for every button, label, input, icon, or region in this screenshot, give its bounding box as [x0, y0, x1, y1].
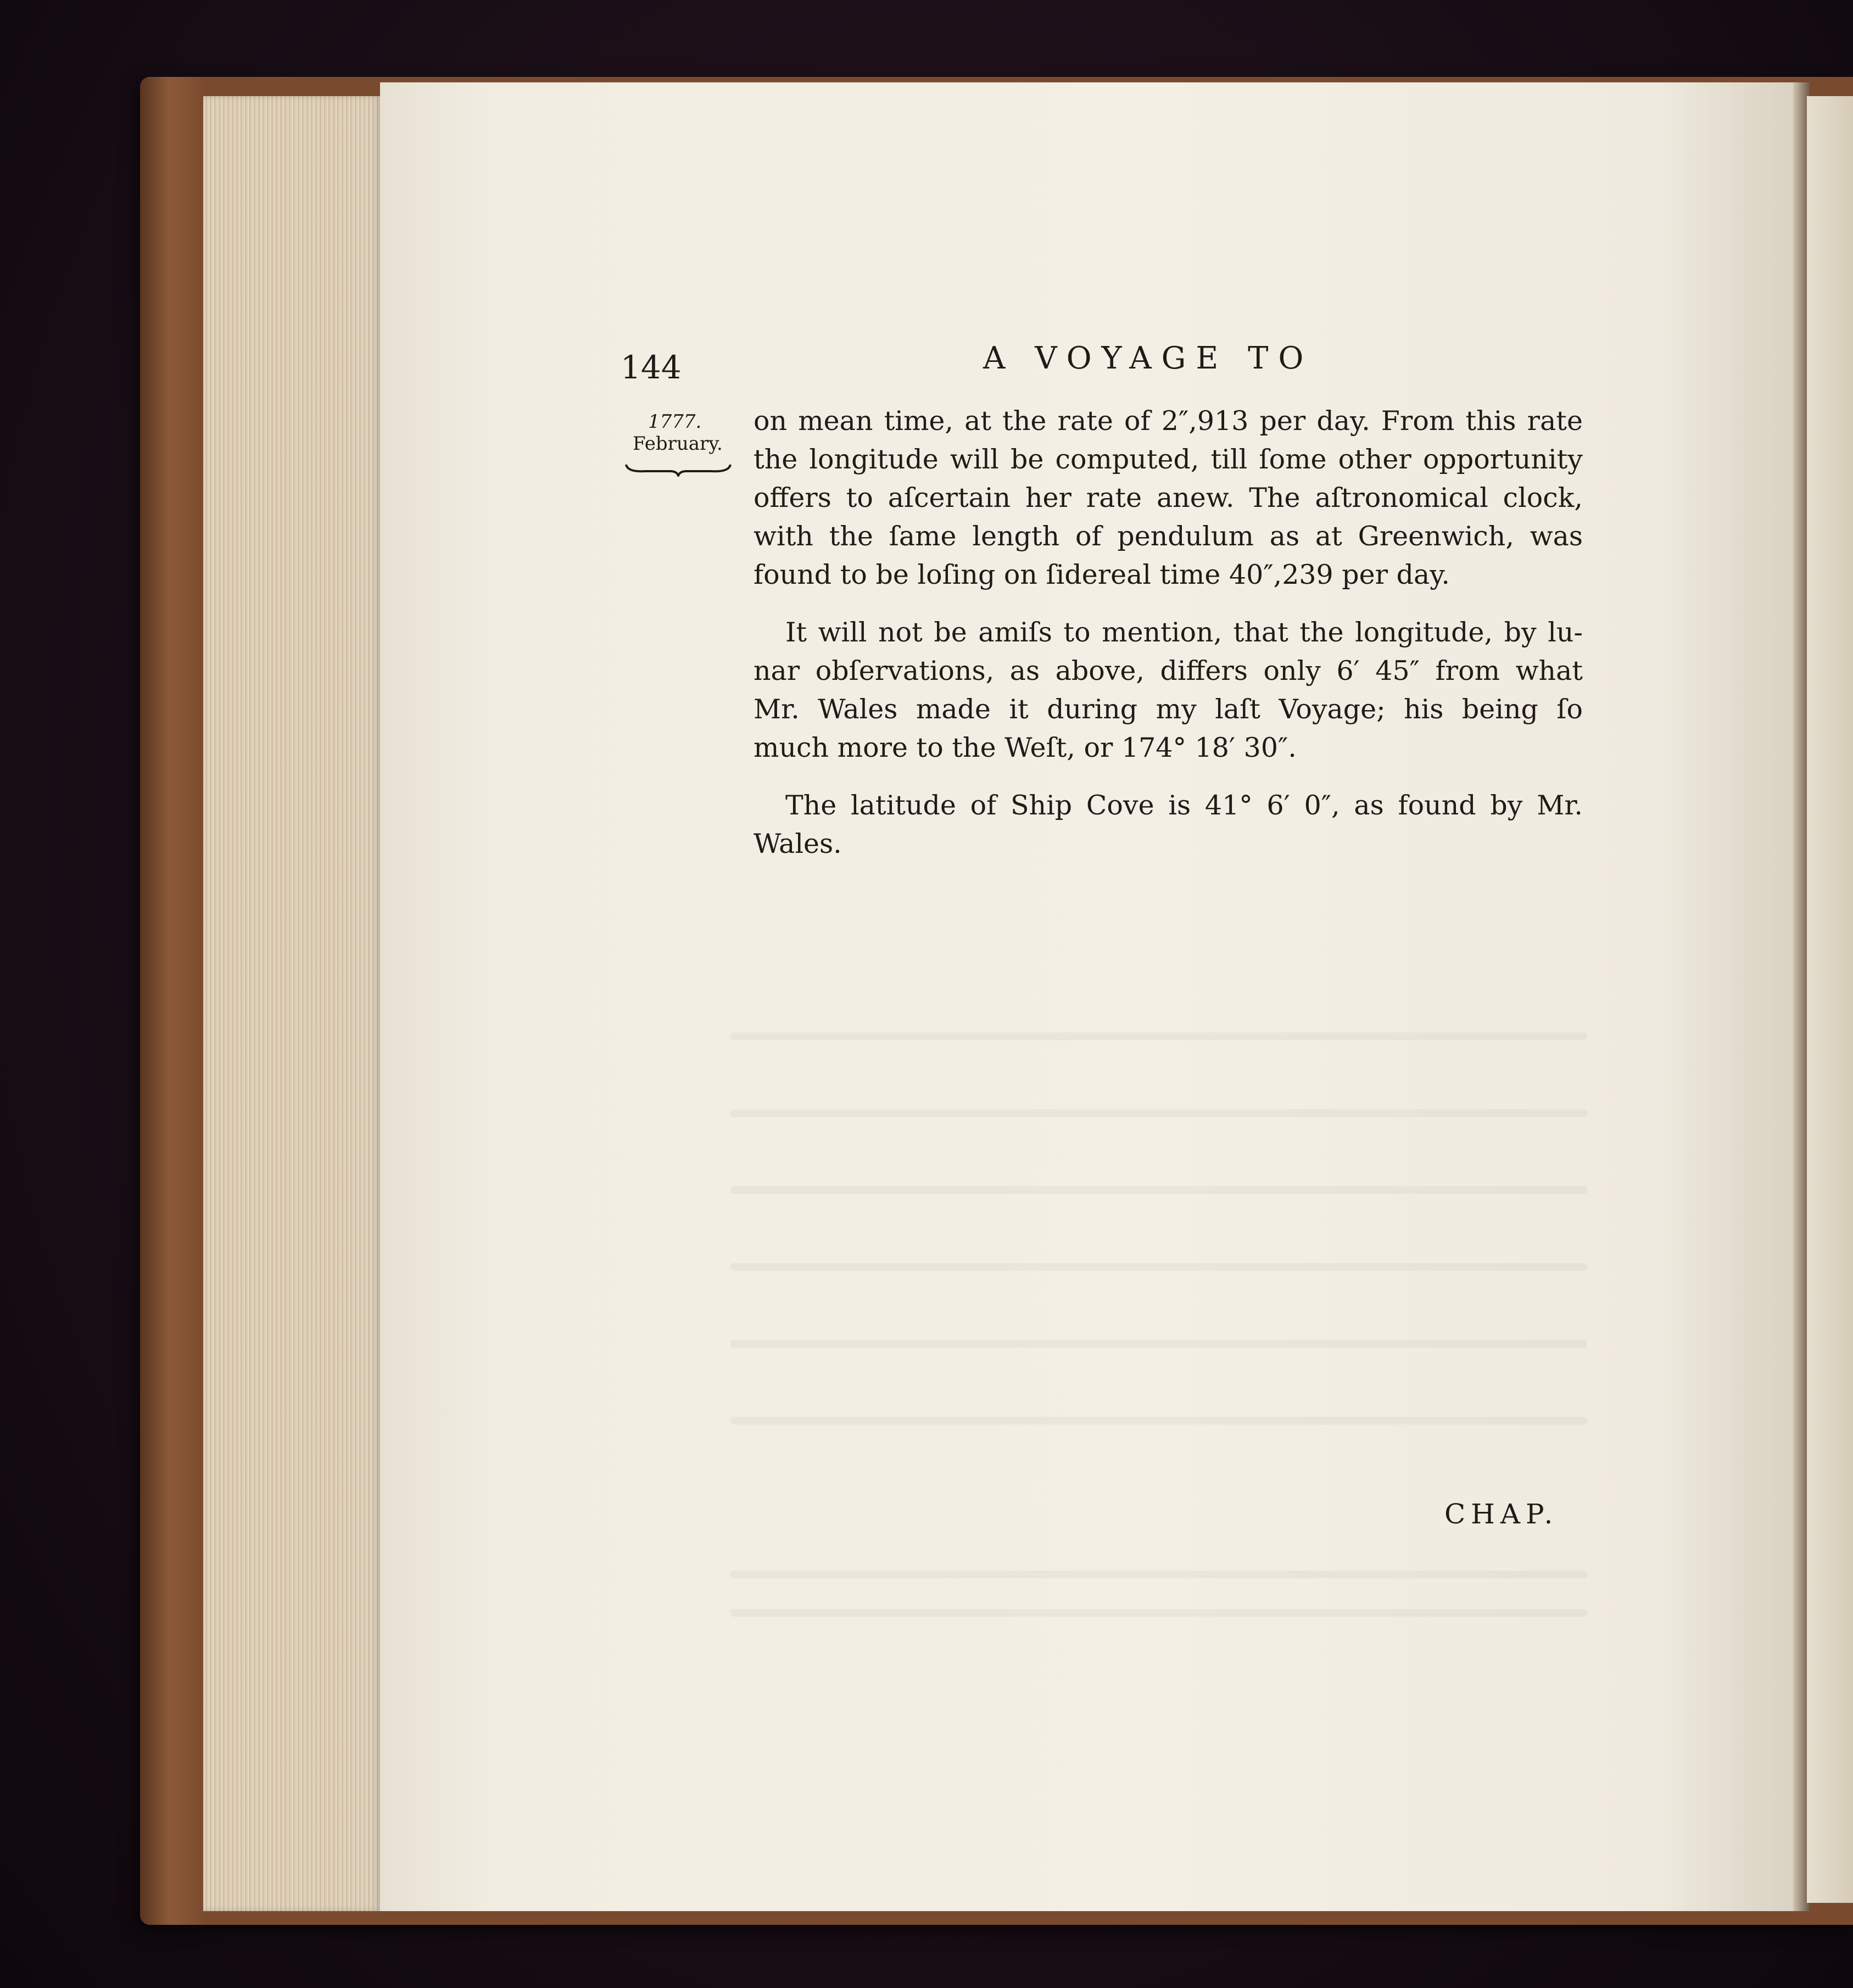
- margin-brace-ornament: [623, 460, 733, 477]
- catchword: CHAP.: [1444, 1498, 1559, 1530]
- page-block-edges: [203, 96, 382, 1911]
- show-through-shadow: [730, 1571, 1587, 1578]
- leather-cover-edge: [140, 77, 206, 1925]
- show-through-shadow: [730, 1263, 1587, 1271]
- show-through-shadow: [730, 1609, 1587, 1617]
- body-text-line: found to be loſing on ſidereal time 40″,239 per day.: [754, 559, 1450, 590]
- margin-note-month: February.: [633, 433, 723, 455]
- body-text-line: with the ſame length of pendulum as at Greenwich, was: [754, 521, 1583, 552]
- body-text-line: It will not be amiſs to mention, that the longitude, by lu-: [785, 617, 1583, 648]
- show-through-shadow: [730, 1109, 1587, 1117]
- body-text-line: the longitude will be computed, till ſome other opportunity: [754, 444, 1583, 475]
- body-text-line: Wales.: [754, 828, 842, 859]
- show-through-shadow: [730, 1417, 1587, 1425]
- body-text-line: much more to the Weſt, or 174° 18′ 30″.: [754, 732, 1297, 763]
- body-text-line: The latitude of Ship Cove is 41° 6′ 0″, as found by Mr.: [785, 790, 1583, 821]
- body-text-line: offers to aſcertain her rate anew. The aſtronomical clock,: [754, 482, 1583, 513]
- show-through-shadow: [730, 1032, 1587, 1040]
- page-number: 144: [621, 349, 682, 386]
- body-text-line: nar obſervations, as above, differs only 6′ 45″ from what: [754, 655, 1583, 686]
- facing-page-edge: [1807, 96, 1853, 1903]
- show-through-shadow: [730, 1186, 1587, 1194]
- show-through-shadow: [730, 1340, 1587, 1348]
- body-text-line: Mr. Wales made it during my laſt Voyage; his being ſo: [754, 694, 1583, 725]
- margin-note-year: 1777.: [648, 411, 702, 433]
- body-text-line: on mean time, at the rate of 2″,913 per day. From this rate: [754, 405, 1583, 437]
- running-head: A VOYAGE TO: [983, 340, 1314, 376]
